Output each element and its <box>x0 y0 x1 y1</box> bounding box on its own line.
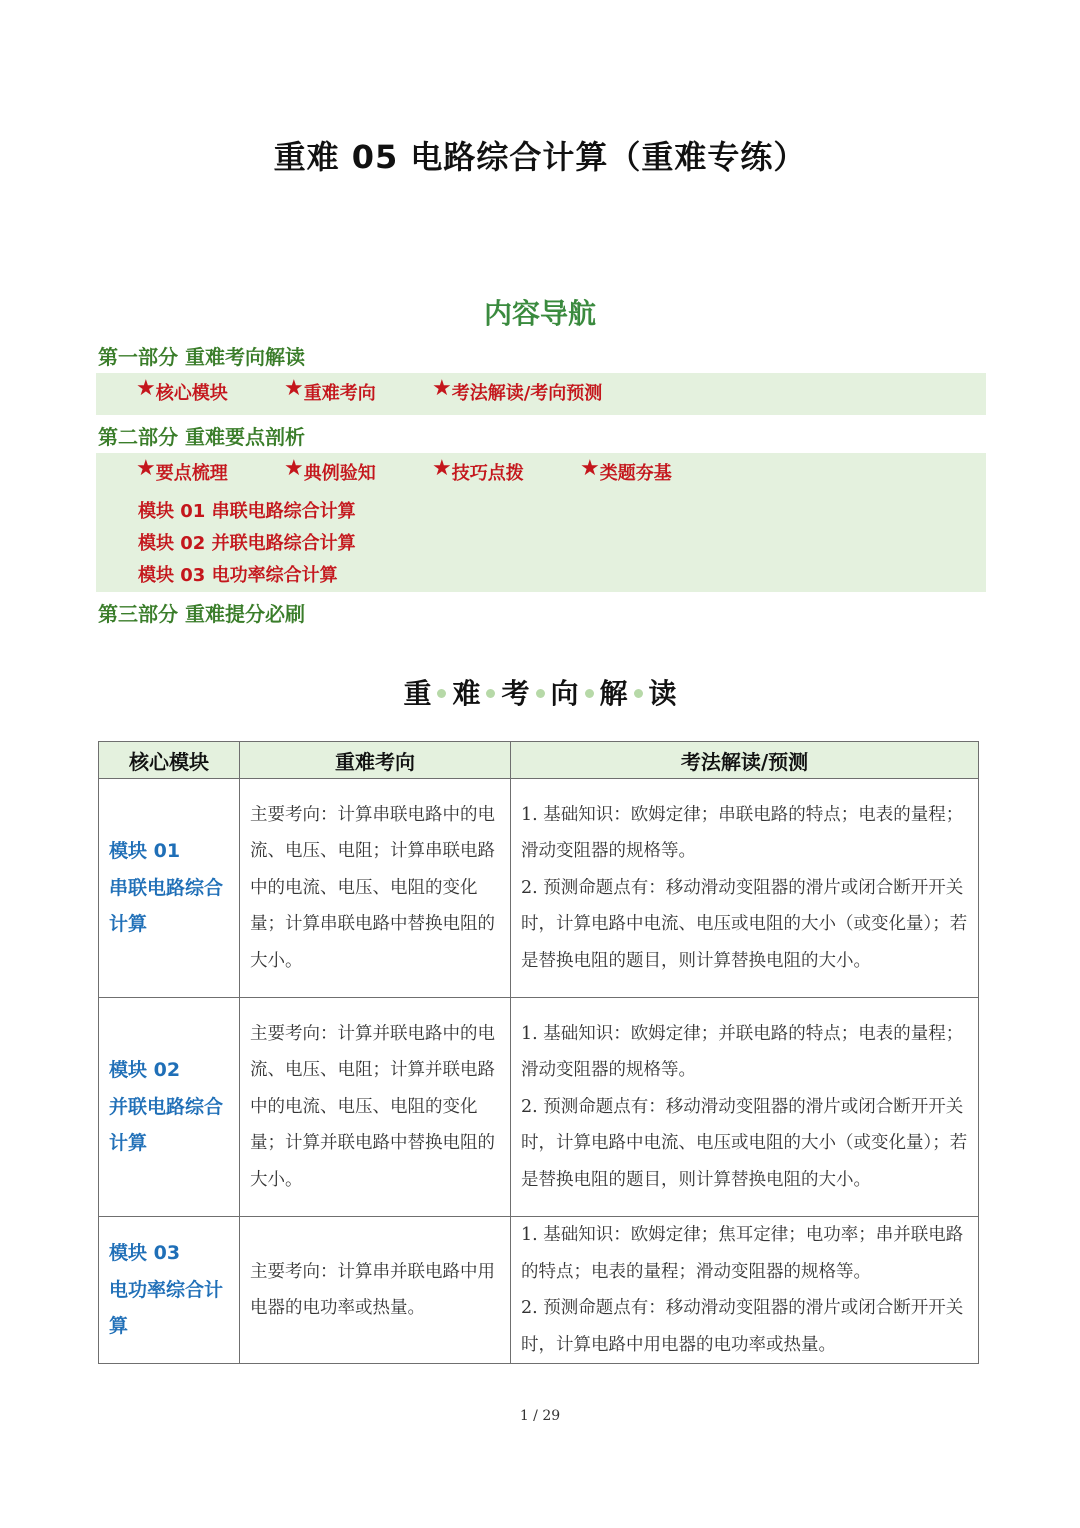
table-row <box>99 779 979 998</box>
analysis-cell <box>511 1217 979 1364</box>
star-icon: ★ <box>136 376 156 401</box>
star-icon: ★ <box>580 456 600 481</box>
analysis-cell <box>511 998 979 1217</box>
nav-item-exam-analysis[interactable]: ★考法解读/考向预测 <box>432 376 603 404</box>
module-code: 模块 02 <box>109 1059 181 1082</box>
table-row <box>99 998 979 1217</box>
header-key-direction: 重难考向 <box>240 742 511 779</box>
content-navigation-heading: 内容导航 <box>483 297 596 330</box>
module-cell <box>99 1217 240 1364</box>
core-module-table <box>98 741 979 1364</box>
module-name: 并联电路综合计算 <box>109 1095 224 1155</box>
direction-cell: 主要考向：计算并联电路中的电流、电压、电阻；计算并联电路中的电流、电压、电阻的变化量；计算并联电路中替换电阻的大小。 <box>240 998 511 1217</box>
separator-dot <box>634 689 643 698</box>
analysis-basics: 1. 基础知识：欧姆定律；并联电路的特点；电表的量程；滑动变阻器的规格等。 <box>521 1023 964 1081</box>
direction-cell: 主要考向：计算串并联电路中用电器的电功率或热量。 <box>240 1217 511 1364</box>
star-icon: ★ <box>284 376 304 401</box>
part2-label: 第二部分 重难要点剖析 <box>98 425 305 449</box>
direction-cell: 主要考向：计算串联电路中的电流、电压、电阻；计算串联电路中的电流、电压、电阻的变化量；计算串联电路中替换电阻的大小。 <box>240 779 511 998</box>
separator-dot <box>585 689 594 698</box>
analysis-prediction: 2. 预测命题点有：移动滑动变阻器的滑片或闭合断开开关时，计算电路中用电器的电功率或热量。 <box>521 1298 964 1355</box>
header-core-module: 核心模块 <box>99 742 240 779</box>
part1-label: 第一部分 重难考向解读 <box>98 345 305 369</box>
table-header-row <box>99 742 979 779</box>
part1-band <box>96 373 986 415</box>
module-name: 串联电路综合计算 <box>109 876 224 936</box>
nav-item-practice[interactable]: ★类题夯基 <box>580 456 672 484</box>
part3-label: 第三部分 重难提分必刷 <box>98 602 305 626</box>
nav-module-03[interactable]: 模块 03 电功率综合计算 <box>138 565 338 586</box>
analysis-basics: 1. 基础知识：欧姆定律；串联电路的特点；电表的量程；滑动变阻器的规格等。 <box>521 804 964 862</box>
separator-dot <box>536 689 545 698</box>
analysis-cell <box>511 779 979 998</box>
module-code: 模块 01 <box>109 840 181 863</box>
nav-item-key-points[interactable]: ★要点梳理 <box>136 456 228 484</box>
nav-item-key-direction[interactable]: ★重难考向 <box>284 376 376 404</box>
star-icon: ★ <box>432 456 452 481</box>
nav-item-tips[interactable]: ★技巧点拨 <box>432 456 524 484</box>
module-code: 模块 03 <box>109 1242 181 1265</box>
nav-item-examples[interactable]: ★典例验知 <box>284 456 376 484</box>
table-row <box>99 1217 979 1364</box>
module-cell <box>99 779 240 998</box>
page-number: 1 / 29 <box>519 1408 561 1424</box>
star-icon: ★ <box>432 376 452 401</box>
star-icon: ★ <box>284 456 304 481</box>
analysis-prediction: 2. 预测命题点有：移动滑动变阻器的滑片或闭合断开开关时，计算电路中电流、电压或电阻的大小（或变化量）；若是替换电阻的题目，则计算替换电阻的大小。 <box>521 877 968 971</box>
header-analysis: 考法解读/预测 <box>511 742 979 779</box>
star-icon: ★ <box>136 456 156 481</box>
separator-dot <box>486 689 495 698</box>
analysis-prediction: 2. 预测命题点有：移动滑动变阻器的滑片或闭合断开开关时，计算电路中电流、电压或电阻的大小（或变化量）；若是替换电阻的题目，则计算替换电阻的大小。 <box>521 1096 968 1190</box>
module-cell <box>99 998 240 1217</box>
analysis-basics: 1. 基础知识：欧姆定律；焦耳定律；电功率；串并联电路的特点；电表的量程；滑动变阻器的规格等。 <box>521 1225 964 1282</box>
separator-dot <box>437 689 446 698</box>
module-name: 电功率综合计算 <box>109 1278 224 1338</box>
nav-item-core-module[interactable]: ★核心模块 <box>136 376 228 404</box>
nav-module-02[interactable]: 模块 02 并联电路综合计算 <box>138 533 356 554</box>
nav-module-01[interactable]: 模块 01 串联电路综合计算 <box>138 501 356 522</box>
section-title: 重 难 考 向 解 读 <box>403 677 677 710</box>
document-title: 重难 05 电路综合计算（重难专练） <box>273 138 807 176</box>
